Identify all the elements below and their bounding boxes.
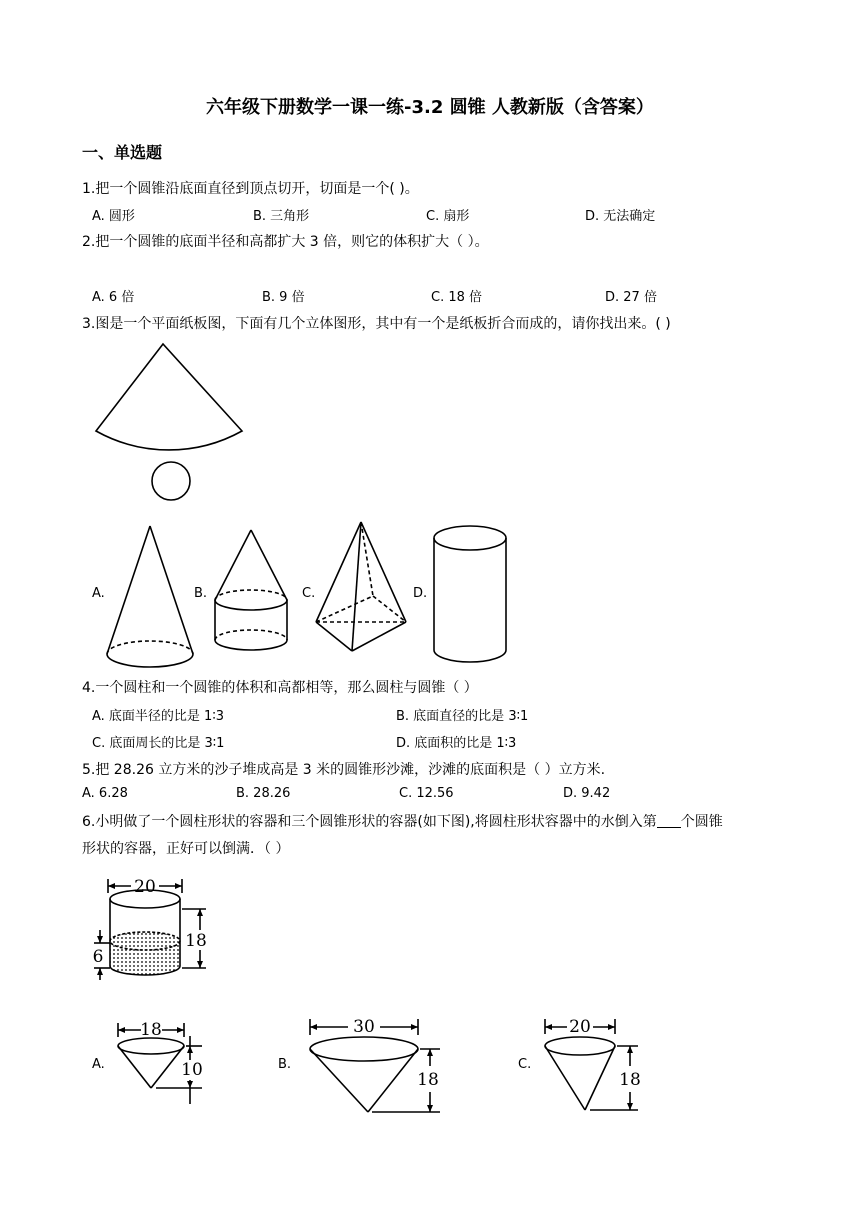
page-title: 六年级下册数学一课一练-3.2 圆锥 人教新版（含答案） [206,97,654,118]
question-5: 5.把 28.26 立方米的沙子堆成高是 3 米的圆锥形沙滩，沙滩的底面积是（ ）立方米. [82,762,606,778]
cone-container-b [310,1019,440,1112]
question-6-line2: 形状的容器，正好可以倒满．（ ） [82,841,290,857]
question-1: 1.把一个圆锥沿底面直径到顶点切开，切面是一个( )。 [82,181,419,197]
question-4: 4.一个圆柱和一个圆锥的体积和高都相等，那么圆柱与圆锥（ ） [82,680,478,696]
q6-option-b[interactable]: B. [278,1057,292,1072]
q2-option-b[interactable]: B. 9 倍 [262,290,305,305]
cone-a-height-label: 10 [181,1060,203,1080]
q1-option-b[interactable]: B. 三角形 [253,209,310,224]
q1-option-c[interactable]: C. 扇形 [426,209,470,224]
section-heading: 一、单选题 [82,143,163,162]
q3-option-c[interactable]: C. [302,586,316,601]
q1-option-d[interactable]: D. 无法确定 [585,209,656,224]
cone-c-height-label: 18 [619,1070,641,1090]
q4-option-d[interactable]: D. 底面积的比是 1∶3 [396,736,517,751]
q3-option-a[interactable]: A. [92,586,105,601]
q4-option-c[interactable]: C. 底面周长的比是 3∶1 [92,736,225,751]
q3-option-b[interactable]: B. [194,586,208,601]
question-6-text-a: 6.小明做了一个圆柱形状的容器和三个圆锥形状的容器(如下图),将圆柱形状容器中的水倒入第 [82,814,657,830]
cylinder-diameter-label: 20 [134,877,156,897]
q2-option-d[interactable]: D. 27 倍 [605,290,657,305]
question-3: 3.图是一个平面纸板图，下面有几个立体图形，其中有一个是纸板折合而成的，请你找出来。( ) [82,316,671,332]
q4-option-b[interactable]: B. 底面直径的比是 3∶1 [396,709,529,724]
q6-option-c[interactable]: C. [518,1057,532,1072]
cone-c-diameter-label: 20 [569,1017,591,1037]
q4-option-a[interactable]: A. 底面半径的比是 1∶3 [92,709,224,724]
q3-option-d[interactable]: D. [413,586,428,601]
question-6-text-b: 个圆锥 [680,814,723,830]
q5-option-d[interactable]: D. 9.42 [563,786,611,801]
cone-container-c [545,1019,638,1110]
q6-option-a[interactable]: A. [92,1057,105,1072]
q5-option-b[interactable]: B. 28.26 [236,786,291,801]
cone-b-height-label: 18 [417,1070,439,1090]
cylinder-water-label: 6 [92,947,104,967]
q2-option-c[interactable]: C. 18 倍 [431,290,483,305]
cone-a-diameter-label: 18 [140,1020,162,1040]
q5-option-c[interactable]: C. 12.56 [399,786,454,801]
q2-option-a[interactable]: A. 6 倍 [92,290,135,305]
q1-option-a[interactable]: A. 圆形 [92,209,135,224]
cylinder-height-label: 18 [185,931,207,951]
question-2: 2.把一个圆锥的底面半径和高都扩大 3 倍，则它的体积扩大（ ）。 [82,234,489,250]
q5-option-a[interactable]: A. 6.28 [82,786,128,801]
cone-b-diameter-label: 30 [353,1017,375,1037]
